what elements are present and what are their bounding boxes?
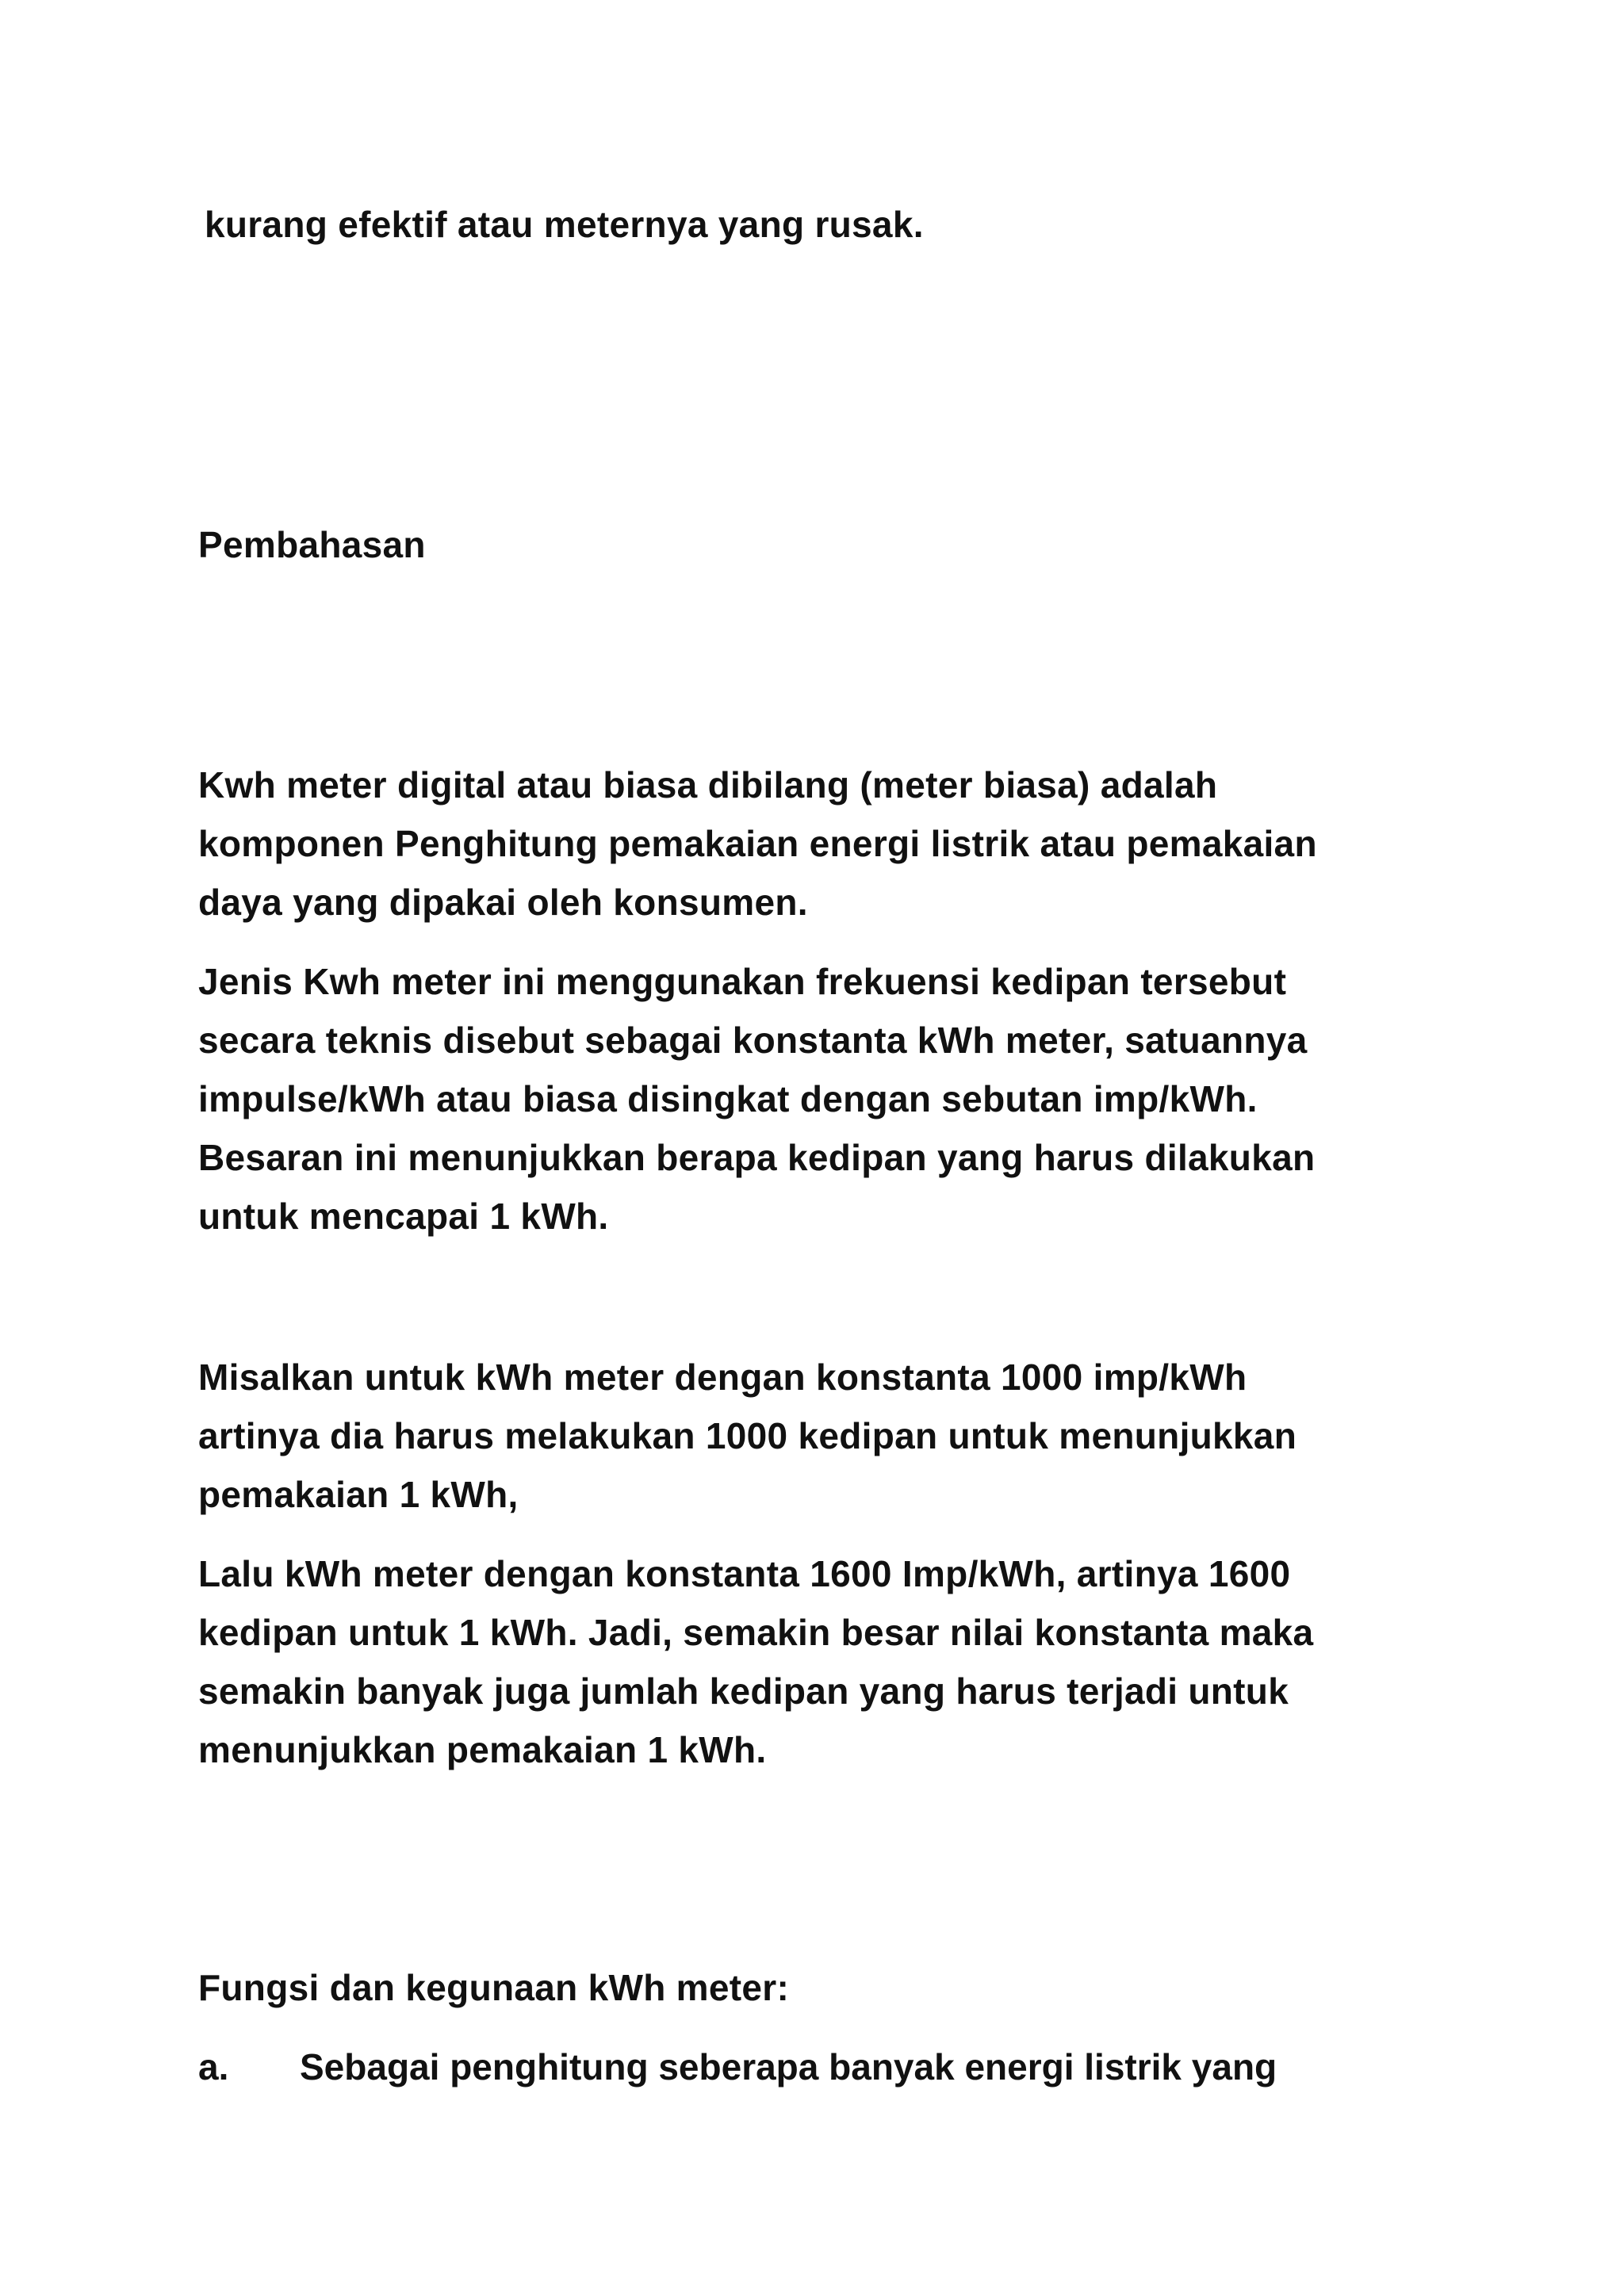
paragraph-line: untuk mencapai 1 kWh. — [198, 1196, 609, 1237]
paragraph-line: artinya dia harus melakukan 1000 kedipan untuk menunjukkan — [198, 1415, 1297, 1456]
paragraph-line: pemakaian 1 kWh, — [198, 1474, 519, 1515]
continuation-line: kurang efektif atau meternya yang rusak. — [205, 204, 924, 245]
paragraph-line: Lalu kWh meter dengan konstanta 1600 Imp/kWh, artinya 1600 — [198, 1553, 1291, 1594]
paragraph-line: secara teknis disebut sebagai konstanta kWh meter, satuannya — [198, 1020, 1308, 1061]
paragraph-line: menunjukkan pemakaian 1 kWh. — [198, 1729, 767, 1770]
functions-heading: Fungsi dan kegunaan kWh meter: — [198, 1967, 790, 2008]
paragraph-line: Misalkan untuk kWh meter dengan konstanta 1000 imp/kWh — [198, 1357, 1247, 1398]
paragraph-line: Jenis Kwh meter ini menggunakan frekuensi kedipan tersebut — [198, 961, 1287, 1002]
paragraph-line: daya yang dipakai oleh konsumen. — [198, 882, 808, 923]
paragraph-line: Besaran ini menunjukkan berapa kedipan yang harus dilakukan — [198, 1137, 1316, 1178]
paragraph-line: semakin banyak juga jumlah kedipan yang harus terjadi untuk — [198, 1670, 1289, 1712]
paragraph-line: komponen Penghitung pemakaian energi listrik atau pemakaian — [198, 823, 1317, 864]
paragraph-line: Kwh meter digital atau biasa dibilang (meter biasa) adalah — [198, 764, 1218, 806]
list-item-text: Sebagai penghitung seberapa banyak energi listrik yang — [300, 2046, 1277, 2087]
paragraph-line: impulse/kWh atau biasa disingkat dengan sebutan imp/kWh. — [198, 1078, 1258, 1119]
paragraph-line: kedipan untuk 1 kWh. Jadi, semakin besar nilai konstanta maka — [198, 1612, 1314, 1653]
list-item-marker: a. — [198, 2046, 229, 2087]
section-heading: Pembahasan — [198, 524, 426, 565]
